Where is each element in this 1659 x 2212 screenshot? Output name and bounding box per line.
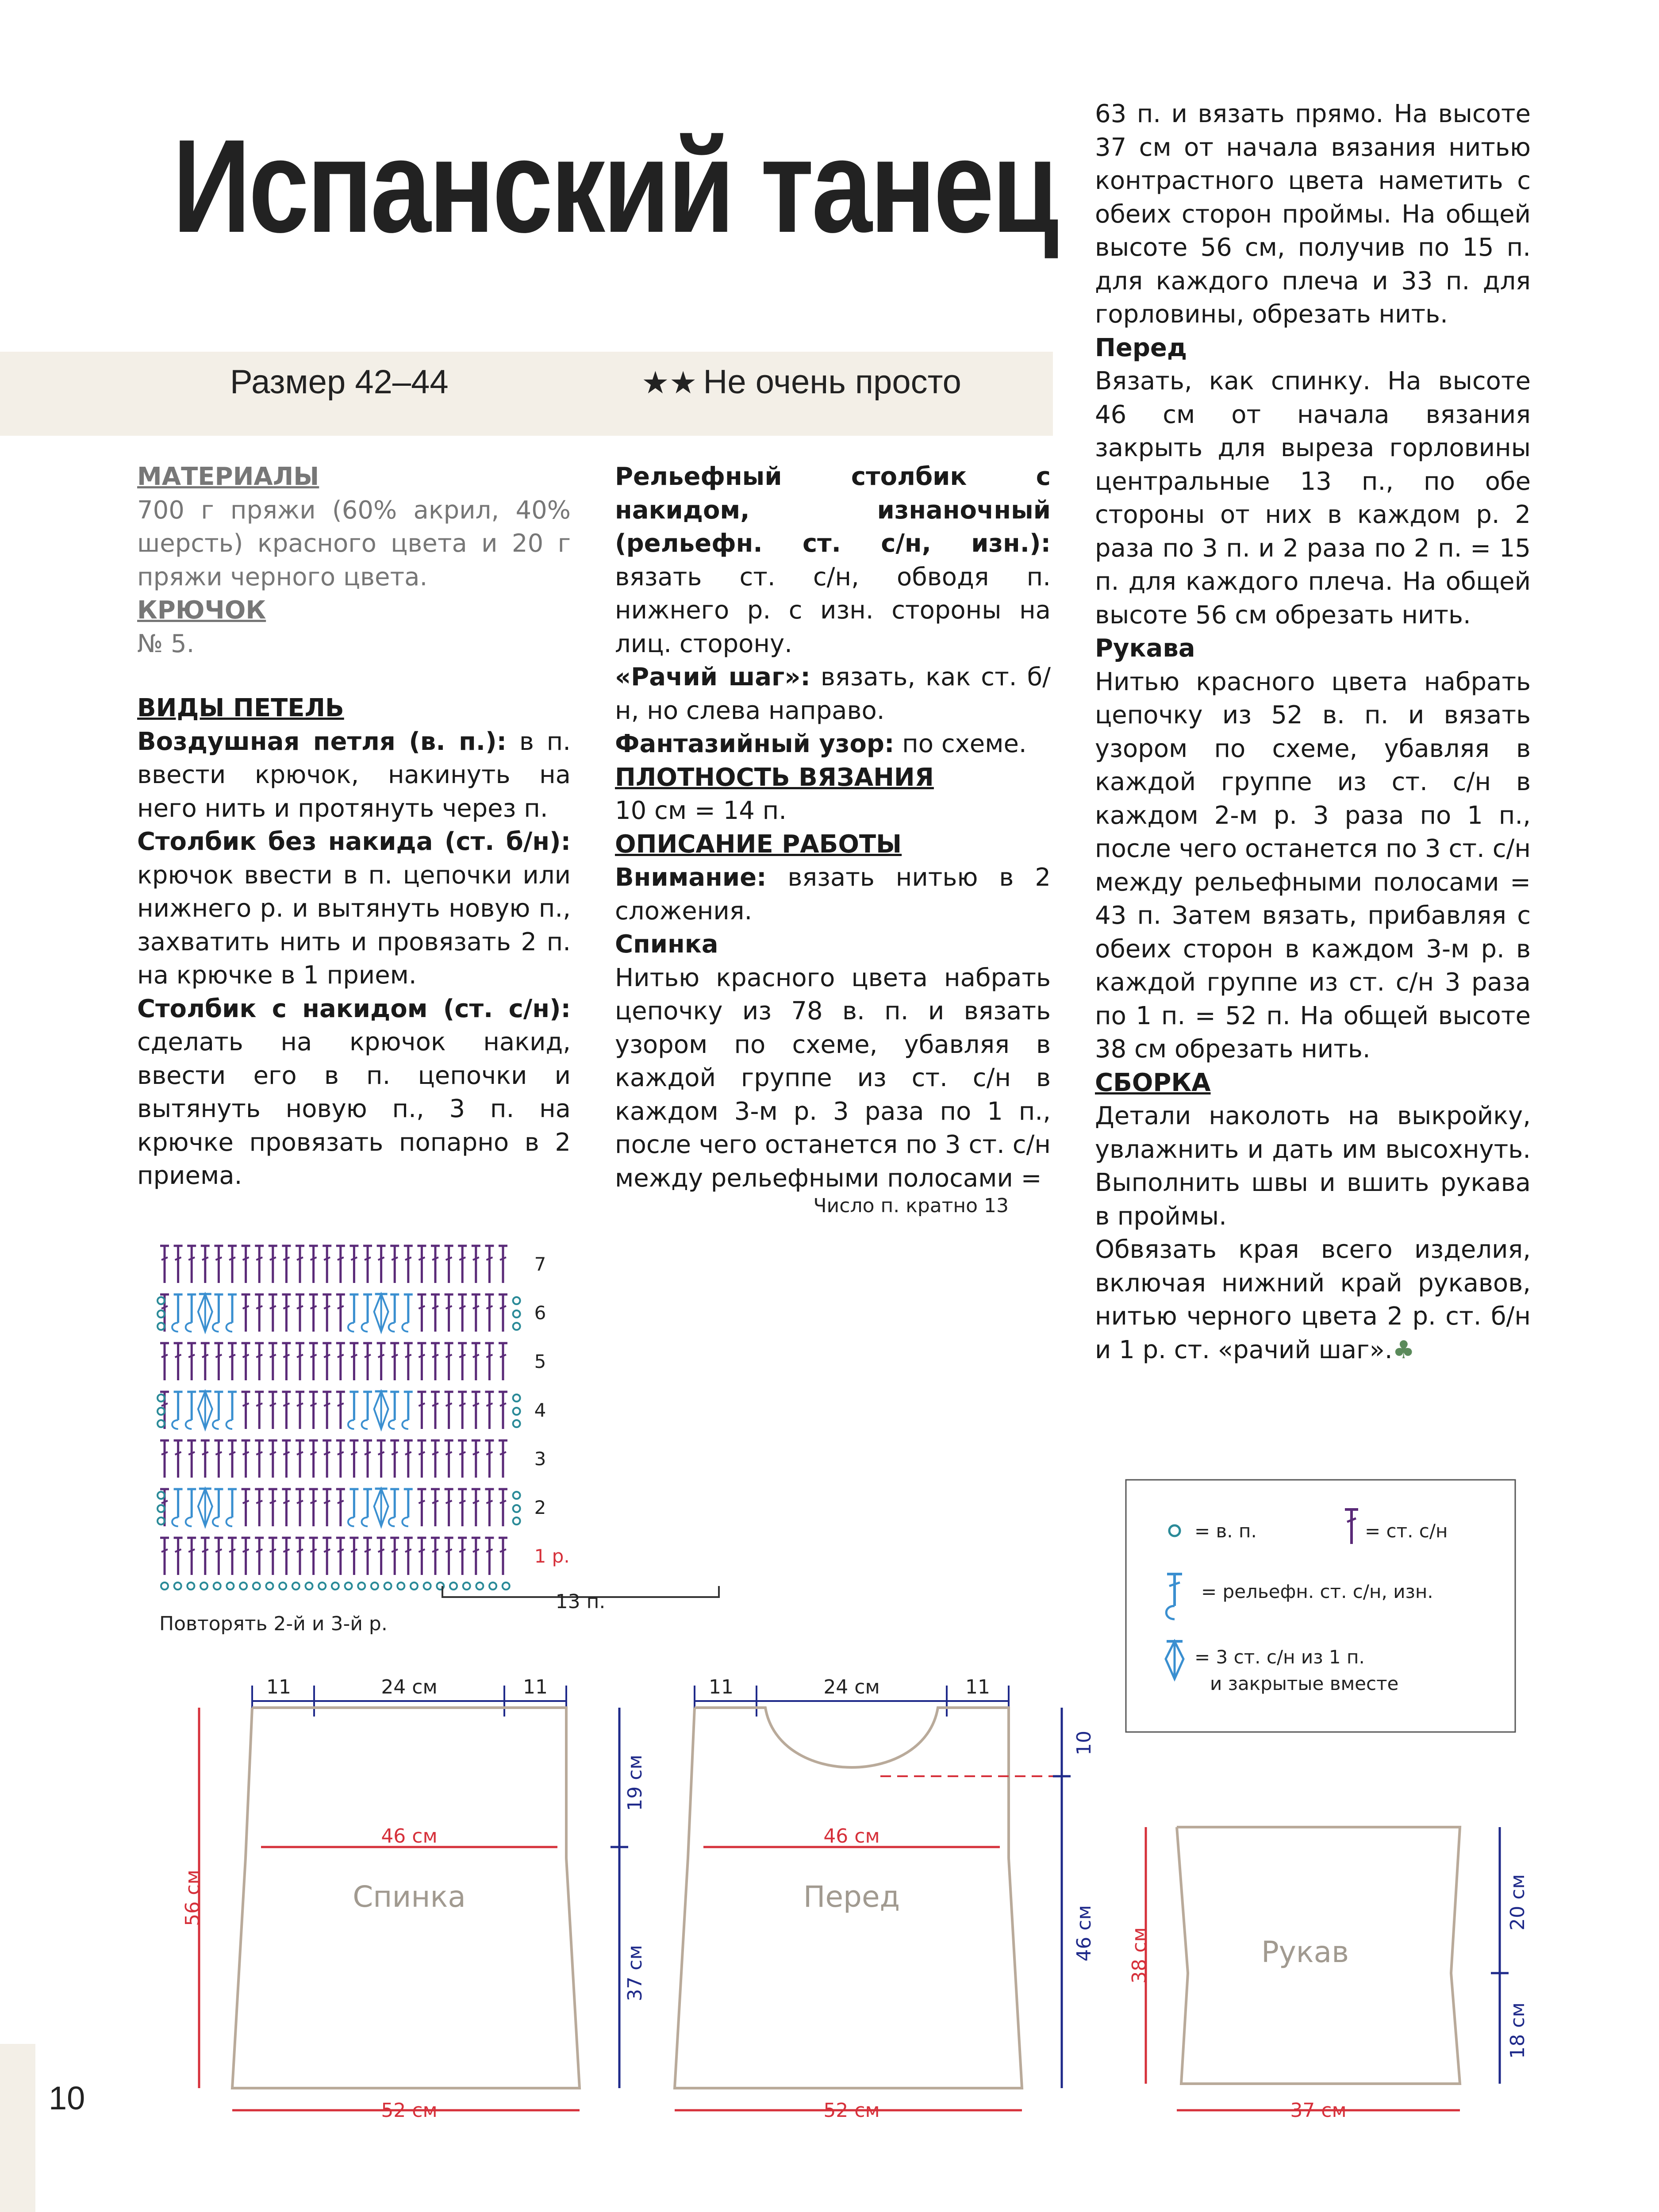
relief-stitch bbox=[172, 1391, 183, 1429]
dc-stitch bbox=[445, 1489, 453, 1526]
description-heading: ОПИСАНИЕ РАБОТЫ bbox=[615, 830, 902, 859]
chain-stitch bbox=[450, 1582, 457, 1590]
dc-stitch bbox=[323, 1440, 331, 1478]
dc-stitch bbox=[458, 1440, 467, 1478]
dc-stitch bbox=[336, 1294, 345, 1332]
chain-stitch bbox=[424, 1582, 431, 1590]
sleeve-height-label: 38 см bbox=[1128, 1927, 1151, 1984]
cluster-stitch bbox=[198, 1294, 212, 1332]
relief-stitch bbox=[348, 1294, 359, 1332]
dc-stitch bbox=[282, 1537, 291, 1575]
article-title: Испанский танец bbox=[173, 111, 1057, 260]
dc-stitch bbox=[431, 1294, 440, 1332]
chain-stitch bbox=[358, 1582, 365, 1590]
dc-stitch bbox=[404, 1537, 413, 1575]
dc-stitch bbox=[269, 1537, 277, 1575]
relief-stitch bbox=[213, 1294, 223, 1332]
dc-stitch bbox=[228, 1440, 237, 1478]
pattern-diagram bbox=[133, 1637, 1548, 2146]
dc-stitch bbox=[296, 1440, 304, 1478]
row-label: 2 bbox=[534, 1497, 546, 1518]
relief-stitch bbox=[227, 1294, 237, 1332]
dc-stitch bbox=[309, 1537, 318, 1575]
front-heading: Перед bbox=[1095, 333, 1187, 362]
gauge-text: 10 см = 14 п. bbox=[615, 796, 787, 825]
dc-stitch bbox=[309, 1245, 318, 1283]
dc-stitch bbox=[255, 1391, 264, 1429]
dc-stitch bbox=[485, 1440, 494, 1478]
cluster-stitch bbox=[374, 1489, 388, 1526]
dc-stitch bbox=[228, 1245, 237, 1283]
dc-stitch bbox=[282, 1489, 291, 1526]
assembly-text-1: Детали наколоть на выкройку, увлажнить и дать им высохнуть. Выполнить швы и вшить рукава в проймы. bbox=[1095, 1102, 1531, 1231]
column-1 bbox=[137, 460, 571, 1193]
relief-stitch bbox=[186, 1489, 196, 1526]
relief-stitch bbox=[402, 1391, 413, 1429]
sleeve-upper-label: 20 см bbox=[1506, 1874, 1529, 1931]
dc-stitch bbox=[404, 1440, 413, 1478]
column-3 bbox=[1095, 97, 1531, 1367]
relief-definition: Рельефный столбик с накидом, изнаночный (рельефн. ст. с/н, изн.): вязать ст. с/н, обводя п. нижнего р. с изн. стороны на лиц. сторону. bbox=[615, 462, 1051, 658]
dc-stitch bbox=[458, 1343, 467, 1380]
chain-stitch bbox=[174, 1582, 181, 1590]
dc-stitch bbox=[349, 1343, 358, 1380]
row-label: 3 bbox=[534, 1448, 546, 1470]
dc-stitch bbox=[187, 1537, 196, 1575]
dc-stitch bbox=[201, 1537, 210, 1575]
dc-stitch bbox=[417, 1440, 426, 1478]
cluster-stitch bbox=[374, 1294, 388, 1332]
legend-chain: = в. п. bbox=[1194, 1520, 1257, 1542]
dc-stitch bbox=[377, 1245, 386, 1283]
repeat-label: 13 п. bbox=[555, 1590, 606, 1613]
chain-stitch bbox=[397, 1582, 404, 1590]
legend-dc: = ст. с/н bbox=[1365, 1520, 1448, 1542]
sleeve-bottom-label: 37 см bbox=[1290, 2099, 1347, 2122]
two-stars-icon: ★★ bbox=[641, 365, 697, 400]
chain-stitch bbox=[306, 1582, 313, 1590]
gauge-heading: ПЛОТНОСТЬ ВЯЗАНИЯ bbox=[615, 763, 934, 792]
assembly-text-2: Обвязать края всего изделия, включая нижний край рукавов, нитью черного цвета 2 р. ст. б/н и 1 р. ст. «рачий шаг».♣ bbox=[1095, 1235, 1531, 1364]
dc-stitch bbox=[485, 1489, 494, 1526]
chart-row-labels bbox=[534, 1253, 570, 1567]
front-to-neck-label: 46 см bbox=[1073, 1905, 1095, 1962]
dc-stitch bbox=[336, 1440, 345, 1478]
chain-stitch bbox=[513, 1505, 520, 1512]
dc-stitch bbox=[269, 1343, 277, 1380]
difficulty-label bbox=[641, 363, 961, 401]
dc-stitch bbox=[499, 1294, 507, 1332]
sleeve-lower-label: 18 см bbox=[1506, 2002, 1529, 2059]
chain-stitch bbox=[513, 1492, 520, 1499]
dc-stitch bbox=[255, 1294, 264, 1332]
dc-stitch bbox=[499, 1440, 507, 1478]
back-top-mid: 24 см bbox=[381, 1676, 438, 1698]
chain-stitch bbox=[489, 1582, 496, 1590]
dc-stitch bbox=[282, 1391, 291, 1429]
dc-stitch bbox=[296, 1391, 304, 1429]
dc-stitch bbox=[417, 1537, 426, 1575]
dc-stitch bbox=[458, 1537, 467, 1575]
cluster-stitch bbox=[374, 1391, 388, 1429]
back-width-label: 46 см bbox=[381, 1825, 438, 1847]
dc-stitch bbox=[323, 1245, 331, 1283]
dc-stitch bbox=[363, 1440, 372, 1478]
dc-stitch bbox=[242, 1440, 250, 1478]
dc-stitch bbox=[296, 1537, 304, 1575]
column-2 bbox=[615, 460, 1051, 1195]
chain-stitch bbox=[227, 1582, 234, 1590]
back-armhole-label: 19 см bbox=[624, 1755, 646, 1811]
dc-stitch bbox=[445, 1440, 453, 1478]
relief-stitch bbox=[389, 1294, 399, 1332]
dc-stitch bbox=[445, 1391, 453, 1429]
dc-stitch bbox=[323, 1537, 331, 1575]
dc-stitch bbox=[323, 1391, 331, 1429]
chain-stitch bbox=[371, 1582, 378, 1590]
dc-stitch bbox=[499, 1489, 507, 1526]
dc-stitch bbox=[472, 1440, 480, 1478]
relief-stitch bbox=[402, 1489, 413, 1526]
chain-stitch bbox=[214, 1582, 221, 1590]
dc-stitch bbox=[255, 1440, 264, 1478]
front-piece bbox=[675, 1676, 1095, 2122]
dc-stitch bbox=[472, 1294, 480, 1332]
dc-stitch bbox=[349, 1245, 358, 1283]
dc-stitch bbox=[201, 1343, 210, 1380]
dc-stitch bbox=[187, 1440, 196, 1478]
fancy-definition: Фантазийный узор: по схеме. bbox=[615, 730, 1027, 758]
back-height-label: 56 см bbox=[181, 1870, 204, 1926]
dc-stitch bbox=[417, 1294, 426, 1332]
size-label: Размер 42–44 bbox=[230, 363, 449, 401]
back-bottom-label: 52 см bbox=[381, 2099, 438, 2122]
dc-stitch bbox=[417, 1391, 426, 1429]
relief-stitch bbox=[213, 1489, 223, 1526]
sleeve-name: Рукав bbox=[1261, 1935, 1349, 1969]
repeat-note: Повторять 2-й и 3-й р. bbox=[159, 1613, 388, 1635]
dc-stitch bbox=[228, 1537, 237, 1575]
relief-stitch bbox=[186, 1391, 196, 1429]
chain-stitch bbox=[513, 1323, 520, 1330]
chain-stitch bbox=[319, 1582, 326, 1590]
row-label: 5 bbox=[534, 1351, 546, 1372]
dc-stitch bbox=[282, 1245, 291, 1283]
difficulty-text: Не очень просто bbox=[703, 363, 961, 401]
dc-stitch bbox=[485, 1537, 494, 1575]
dc-stitch bbox=[445, 1343, 453, 1380]
sleeve-piece bbox=[1128, 1827, 1529, 2122]
dc-stitch bbox=[458, 1245, 467, 1283]
chain-stitch bbox=[292, 1582, 300, 1590]
dc-stitch bbox=[499, 1537, 507, 1575]
dc-stitch bbox=[174, 1440, 183, 1478]
dc-stitch bbox=[472, 1343, 480, 1380]
dc-stitch bbox=[390, 1343, 399, 1380]
dc-stitch bbox=[431, 1537, 440, 1575]
chain-stitch bbox=[411, 1582, 418, 1590]
dc-stitch bbox=[349, 1440, 358, 1478]
dc-stitch bbox=[499, 1343, 507, 1380]
hook-heading: КРЮЧОК bbox=[137, 596, 266, 625]
relief-stitch bbox=[213, 1391, 223, 1429]
chain-stitch bbox=[513, 1297, 520, 1304]
dc-stitch bbox=[269, 1294, 277, 1332]
dc-stitch bbox=[255, 1245, 264, 1283]
relief-stitch bbox=[186, 1294, 196, 1332]
dc-definition: Столбик с накидом (ст. с/н): сделать на крючок накид, ввести его в п. цепочки и вытянуть новую п., 3 п. на крючке провязать попарно в 2 приема. bbox=[137, 994, 571, 1190]
sleeve-heading: Рукава bbox=[1095, 634, 1195, 663]
chain-stitch bbox=[513, 1408, 520, 1415]
dc-stitch bbox=[472, 1489, 480, 1526]
cluster-stitch bbox=[198, 1489, 212, 1526]
dc-stitch bbox=[485, 1343, 494, 1380]
chain-stitch bbox=[513, 1420, 520, 1427]
chart-multiple-note: Число п. кратно 13 bbox=[813, 1194, 1009, 1217]
dc-stitch bbox=[255, 1537, 264, 1575]
dc-stitch bbox=[187, 1245, 196, 1283]
dc-stitch bbox=[485, 1245, 494, 1283]
dc-stitch bbox=[214, 1440, 223, 1478]
dc-stitch bbox=[431, 1489, 440, 1526]
dc-stitch bbox=[242, 1294, 250, 1332]
dc-stitch bbox=[336, 1391, 345, 1429]
row-label: 1 р. bbox=[534, 1545, 570, 1567]
dc-stitch bbox=[499, 1391, 507, 1429]
dc-stitch bbox=[363, 1537, 372, 1575]
relief-stitch bbox=[402, 1294, 413, 1332]
dc-stitch bbox=[255, 1343, 264, 1380]
dc-stitch bbox=[269, 1440, 277, 1478]
chain-stitch bbox=[240, 1582, 247, 1590]
chain-stitch bbox=[200, 1582, 207, 1590]
dc-stitch bbox=[242, 1537, 250, 1575]
back-heading: Спинка bbox=[615, 930, 718, 959]
dc-stitch bbox=[242, 1343, 250, 1380]
dc-stitch bbox=[296, 1343, 304, 1380]
page-number: 10 bbox=[49, 2080, 85, 2116]
chain-definition: Воздушная петля (в. п.): в п. ввести крючок, накинуть на него нить и протянуть через п. bbox=[137, 727, 571, 823]
chain-stitch bbox=[161, 1582, 168, 1590]
row-label: 4 bbox=[534, 1399, 546, 1421]
dc-stitch bbox=[472, 1391, 480, 1429]
dc-stitch bbox=[160, 1343, 169, 1380]
dc-stitch bbox=[323, 1343, 331, 1380]
dc-stitch bbox=[458, 1489, 467, 1526]
relief-stitch bbox=[227, 1391, 237, 1429]
legend-cluster-2: и закрытые вместе bbox=[1210, 1673, 1399, 1694]
front-bottom-label: 52 см bbox=[823, 2099, 880, 2122]
dc-stitch bbox=[472, 1245, 480, 1283]
chain-stitch bbox=[384, 1582, 392, 1590]
dc-stitch bbox=[174, 1245, 183, 1283]
front-top-right: 11 bbox=[965, 1676, 990, 1698]
chain-stitch bbox=[503, 1582, 510, 1590]
dc-stitch bbox=[458, 1391, 467, 1429]
dc-stitch bbox=[390, 1440, 399, 1478]
dc-stitch bbox=[417, 1489, 426, 1526]
dc-stitch bbox=[417, 1245, 426, 1283]
dc-stitch bbox=[431, 1391, 440, 1429]
dc-stitch bbox=[296, 1294, 304, 1332]
chain-stitch bbox=[332, 1582, 339, 1590]
back-continued-text: 63 п. и вязать прямо. На высоте 37 см от начала вязания нитью контрастного цвета наметить с обеих сторон проймы. На общей высоте 56 см, получив по 15 п. для каждого плеча и 33 п. для горловины, обрезать нить. bbox=[1095, 100, 1531, 329]
dc-stitch bbox=[390, 1245, 399, 1283]
back-name: Спинка bbox=[353, 1880, 466, 1914]
dc-stitch bbox=[431, 1245, 440, 1283]
dc-stitch bbox=[417, 1343, 426, 1380]
dc-stitch bbox=[282, 1440, 291, 1478]
relief-stitch bbox=[348, 1489, 359, 1526]
front-neck-label: 10 bbox=[1073, 1731, 1095, 1755]
dc-stitch bbox=[269, 1245, 277, 1283]
dc-stitch bbox=[228, 1343, 237, 1380]
dc-stitch bbox=[404, 1343, 413, 1380]
dc-stitch bbox=[201, 1245, 210, 1283]
relief-stitch bbox=[172, 1489, 183, 1526]
legend-cluster-1: = 3 ст. с/н из 1 п. bbox=[1194, 1646, 1365, 1668]
dc-stitch bbox=[174, 1343, 183, 1380]
relief-stitch bbox=[389, 1489, 399, 1526]
relief-stitch bbox=[389, 1391, 399, 1429]
hook-text: № 5. bbox=[137, 629, 195, 658]
dc-stitch bbox=[309, 1489, 318, 1526]
dc-stitch bbox=[377, 1537, 386, 1575]
relief-stitch bbox=[362, 1294, 373, 1332]
dc-stitch bbox=[390, 1537, 399, 1575]
relief-stitch bbox=[172, 1294, 183, 1332]
dc-stitch bbox=[309, 1294, 318, 1332]
dc-stitch bbox=[309, 1343, 318, 1380]
dc-stitch bbox=[472, 1537, 480, 1575]
relief-stitch bbox=[227, 1489, 237, 1526]
cluster-stitch bbox=[198, 1391, 212, 1429]
dc-stitch bbox=[187, 1343, 196, 1380]
dc-stitch bbox=[336, 1537, 345, 1575]
back-top-right: 11 bbox=[523, 1676, 548, 1698]
chain-stitch bbox=[279, 1582, 286, 1590]
dc-stitch bbox=[309, 1440, 318, 1478]
dc-stitch bbox=[214, 1537, 223, 1575]
row-label: 6 bbox=[534, 1302, 546, 1324]
chain-stitch bbox=[463, 1582, 470, 1590]
sc-definition: Столбик без накида (ст. б/н): крючок ввести в п. цепочки или нижнего р. и вытянуть новую п., захватить нить и провязать 2 п. на крючке в 1 прием. bbox=[137, 827, 571, 990]
chain-stitch bbox=[266, 1582, 273, 1590]
dc-stitch bbox=[242, 1245, 250, 1283]
relief-stitch bbox=[348, 1391, 359, 1429]
dc-stitch bbox=[160, 1440, 169, 1478]
dc-stitch bbox=[282, 1343, 291, 1380]
materials-text: 700 г пряжи (60% акрил, 40% шерсть) красного цвета и 20 г пряжи черного цвета. bbox=[137, 495, 571, 591]
dc-stitch bbox=[445, 1294, 453, 1332]
dc-stitch bbox=[269, 1391, 277, 1429]
dc-stitch bbox=[336, 1245, 345, 1283]
dc-stitch bbox=[255, 1489, 264, 1526]
dc-stitch bbox=[160, 1245, 169, 1283]
dc-stitch bbox=[458, 1294, 467, 1332]
dc-stitch bbox=[485, 1391, 494, 1429]
chain-stitch bbox=[476, 1582, 483, 1590]
dc-stitch bbox=[445, 1245, 453, 1283]
chain-stitch bbox=[513, 1310, 520, 1317]
relief-stitch bbox=[362, 1391, 373, 1429]
dc-stitch bbox=[431, 1343, 440, 1380]
dc-stitch bbox=[201, 1440, 210, 1478]
relief-stitch bbox=[362, 1489, 373, 1526]
chain-stitch bbox=[345, 1582, 352, 1590]
dc-stitch bbox=[323, 1294, 331, 1332]
crochet-chart bbox=[133, 1186, 1106, 1655]
dc-stitch bbox=[336, 1489, 345, 1526]
attention-text: Внимание: вязать нитью в 2 сложения. bbox=[615, 863, 1051, 926]
row-label: 7 bbox=[534, 1253, 546, 1275]
chain-stitch bbox=[253, 1582, 260, 1590]
front-top-left: 11 bbox=[709, 1676, 733, 1698]
dc-stitch bbox=[242, 1391, 250, 1429]
dc-stitch bbox=[174, 1537, 183, 1575]
dc-stitch bbox=[269, 1489, 277, 1526]
dc-stitch bbox=[363, 1245, 372, 1283]
chain-stitch bbox=[513, 1394, 520, 1402]
chain-stitch bbox=[513, 1517, 520, 1525]
materials-heading: МАТЕРИАЛЫ bbox=[137, 462, 319, 491]
crab-definition: «Рачий шаг»: вязать, как ст. б/н, но слева направо. bbox=[615, 663, 1051, 725]
dc-stitch bbox=[349, 1537, 358, 1575]
dc-stitch bbox=[296, 1245, 304, 1283]
page-corner-band bbox=[0, 2044, 35, 2212]
sleeve-text: Нитью красного цвета набрать цепочку из 52 в. п. и вязать узором по схеме, убавляя в каждой группе из ст. с/н в каждом 2-м р. 3 раза по 1 п., после чего останется по 3 ст. с/н между рельефными полосами = 43 п. Затем вязать, прибавляя с обеих сторон в каждом 3-м р. в каждой группе из ст. с/н 3 раза по 1 п. = 52 п. На общей высоте 38 см обрезать нить. bbox=[1095, 667, 1531, 1064]
dc-stitch bbox=[323, 1489, 331, 1526]
dc-stitch bbox=[309, 1391, 318, 1429]
back-text: Нитью красного цвета набрать цепочку из 78 в. п. и вязать узором по схеме, убавляя в каждой группе из ст. с/н в каждом 3-м р. 3 раза по 1 п., после чего останется по 3 ст. с/н между рельефными полосами = bbox=[615, 963, 1051, 1193]
dc-stitch bbox=[242, 1489, 250, 1526]
dc-stitch bbox=[296, 1489, 304, 1526]
front-top-mid: 24 см bbox=[823, 1676, 880, 1698]
front-width-label: 46 см bbox=[823, 1825, 880, 1847]
back-lower-label: 37 см bbox=[624, 1945, 646, 2001]
dc-stitch bbox=[445, 1537, 453, 1575]
dc-stitch bbox=[214, 1343, 223, 1380]
dc-stitch bbox=[363, 1343, 372, 1380]
dc-stitch bbox=[431, 1440, 440, 1478]
assembly-heading: СБОРКА bbox=[1095, 1068, 1211, 1097]
legend-relief: = рельефн. ст. с/н, изн. bbox=[1201, 1581, 1433, 1602]
chart-grid bbox=[157, 1245, 520, 1590]
chain-stitch bbox=[187, 1582, 194, 1590]
back-top-left: 11 bbox=[266, 1676, 291, 1698]
dc-stitch bbox=[485, 1294, 494, 1332]
dc-stitch bbox=[499, 1245, 507, 1283]
back-piece bbox=[181, 1676, 646, 2122]
stitches-heading: ВИДЫ ПЕТЕЛЬ bbox=[137, 694, 344, 722]
club-icon: ♣ bbox=[1392, 1335, 1415, 1364]
dc-stitch bbox=[377, 1343, 386, 1380]
dc-stitch bbox=[214, 1245, 223, 1283]
front-text: Вязать, как спинку. На высоте 46 см от начала вязания закрыть для выреза горловины центральные 13 п., по обе стороны от них в каждом р. 2 раза по 3 п. и 2 раза по 2 п. = 15 п. для каждого плеча. На общей высоте 56 см обрезать нить. bbox=[1095, 367, 1531, 630]
front-name: Перед bbox=[803, 1880, 900, 1914]
dc-stitch bbox=[282, 1294, 291, 1332]
dc-stitch bbox=[336, 1343, 345, 1380]
dc-stitch bbox=[377, 1440, 386, 1478]
dc-stitch bbox=[404, 1245, 413, 1283]
dc-stitch bbox=[160, 1537, 169, 1575]
